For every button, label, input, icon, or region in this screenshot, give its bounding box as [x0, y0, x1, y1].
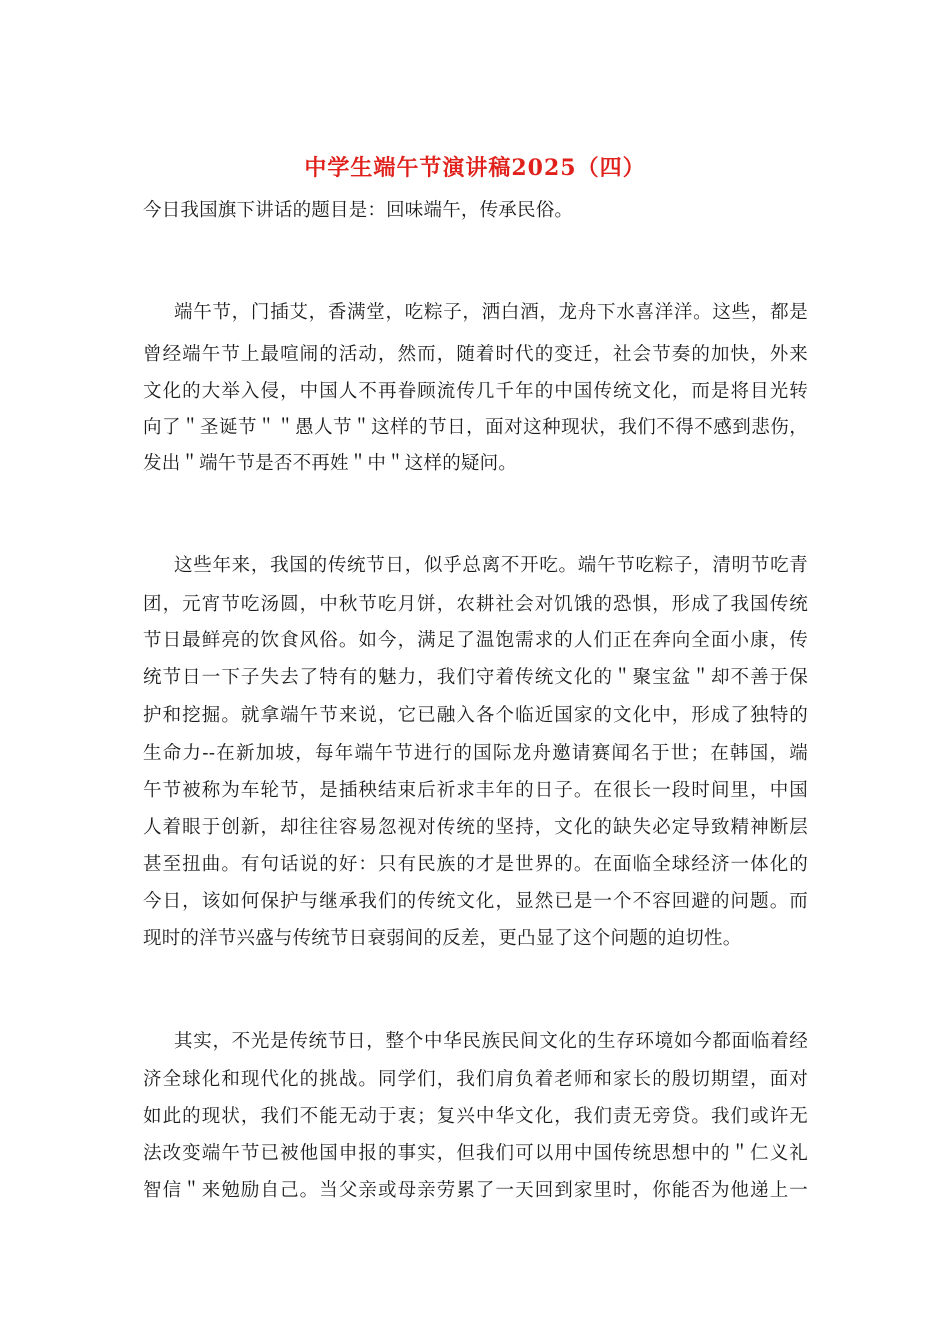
paragraph-line: 午节被称为车轮节，是插秧结束后祈求丰年的日子。在很长一段时间里，中国 [143, 780, 808, 801]
paragraph-line: 生命力--在新加坡，每年端午节进行的国际龙舟邀请赛闻名于世；在韩国，端 [143, 743, 808, 764]
paragraph-line: 现时的洋节兴盛与传统节日衰弱间的反差，更凸显了这个问题的迫切性。 [143, 928, 742, 949]
paragraph-line: 智信＂来勉励自己。当父亲或母亲劳累了一天回到家里时，你能否为他递上一 [143, 1180, 808, 1201]
paragraph-line: 发出＂端午节是否不再姓＂中＂这样的疑问。 [143, 453, 518, 474]
paragraph-line: 法改变端午节已被他国申报的事实，但我们可以用中国传统思想中的＂仁义礼 [143, 1143, 808, 1164]
paragraph-line: 如此的现状，我们不能无动于衷；复兴中华文化，我们责无旁贷。我们或许无 [143, 1106, 808, 1127]
paragraph-line: 节日最鲜亮的饮食风俗。如今，满足了温饱需求的人们正在奔向全面小康，传 [143, 630, 808, 651]
paragraph-line: 统节日一下子失去了特有的魅力，我们守着传统文化的＂聚宝盆＂却不善于保 [143, 667, 808, 688]
intro-line: 今日我国旗下讲话的题目是：回味端午，传承民俗。 [143, 200, 574, 221]
paragraph-line: 文化的大举入侵，中国人不再眷顾流传几千年的中国传统文化，而是将目光转 [143, 381, 808, 402]
paragraph-line: 今日，该如何保护与继承我们的传统文化，显然已是一个不容回避的问题。而 [143, 891, 808, 912]
document-title: 中学生端午节演讲稿2025（四） [304, 155, 646, 181]
paragraph-line: 团，元宵节吃汤圆，中秋节吃月饼，农耕社会对饥饿的恐惧，形成了我国传统 [143, 594, 808, 615]
paragraph-line: 曾经端午节上最喧闹的活动，然而，随着时代的变迁，社会节奏的加快，外来 [143, 344, 808, 365]
paragraph-line: 护和挖掘。就拿端午节来说，它已融入各个临近国家的文化中，形成了独特的 [143, 705, 808, 726]
paragraph-line: 甚至扭曲。有句话说的好：只有民族的才是世界的。在面临全球经济一体化的 [143, 854, 808, 875]
paragraph-line: 向了＂圣诞节＂＂愚人节＂这样的节日，面对这种现状，我们不得不感到悲伤， [143, 417, 808, 438]
paragraph-line: 济全球化和现代化的挑战。同学们，我们肩负着老师和家长的殷切期望，面对 [143, 1069, 808, 1090]
paragraph-line: 端午节，门插艾，香满堂，吃粽子，洒白酒，龙舟下水喜洋洋。这些，都是 [174, 302, 808, 323]
paragraph-line: 这些年来，我国的传统节日，似乎总离不开吃。端午节吃粽子，清明节吃青 [174, 555, 808, 576]
paragraph-line: 人着眼于创新，却往往容易忽视对传统的坚持，文化的缺失必定导致精神断层 [143, 817, 808, 838]
paragraph-line: 其实，不光是传统节日，整个中华民族民间文化的生存环境如今都面临着经 [174, 1031, 808, 1052]
